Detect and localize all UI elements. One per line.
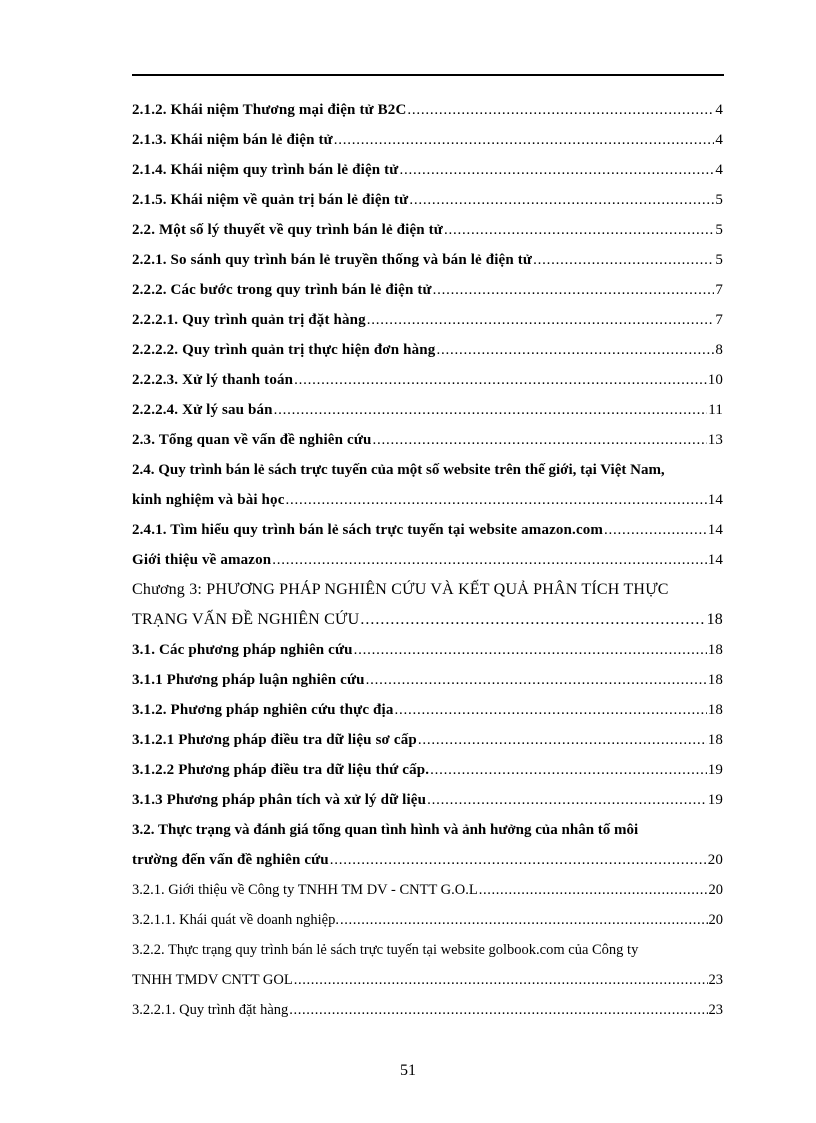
toc-entry-page: 11 <box>708 402 723 418</box>
dot-leader <box>286 490 707 510</box>
toc-entry-page: 4 <box>715 132 723 148</box>
toc-entry-title: 2.2.2.2. Quy trình quản trị thực hiện đơn hàng <box>132 342 436 358</box>
toc-entry-title: 3.1.2.1 Phương pháp điều tra dữ liệu sơ cấp <box>132 732 417 748</box>
toc-entry[interactable] <box>132 430 723 460</box>
toc-entry-page: 18 <box>707 702 723 718</box>
toc-entry-title: 2.2.2.3. Xử lý thanh toán <box>132 372 294 388</box>
toc-entry-page: 4 <box>715 162 723 178</box>
toc-entry-page: 7 <box>715 312 723 328</box>
toc-entry-title: TNHH TMDV CNTT GOL <box>132 972 293 988</box>
toc-entry-page: 19 <box>707 792 723 808</box>
toc-entry-title: 2.1.5. Khái niệm về quản trị bán lẻ điện tử <box>132 192 409 208</box>
dot-leader <box>367 310 715 330</box>
dot-leader <box>340 910 708 930</box>
dot-leader <box>430 760 707 780</box>
toc-entry[interactable] <box>132 910 723 940</box>
toc-entry[interactable] <box>132 520 723 550</box>
toc-entry-page: 5 <box>715 252 723 268</box>
dot-leader <box>533 250 714 270</box>
toc-entry-title: 2.3. Tổng quan về vấn đề nghiên cứu <box>132 432 372 448</box>
toc-entry-page: 14 <box>707 552 723 568</box>
toc-entry-title: 2.2.2.1. Quy trình quản trị đặt hàng <box>132 312 366 328</box>
toc-entry[interactable] <box>132 1000 723 1030</box>
dot-leader <box>274 400 708 420</box>
toc-entry-page: 20 <box>708 912 723 928</box>
toc-entry[interactable] <box>132 100 723 130</box>
toc-entry-title: 3.1.2. Phương pháp nghiên cứu thực địa <box>132 702 394 718</box>
toc-entry-page: 10 <box>707 372 723 388</box>
dot-leader <box>444 220 714 240</box>
toc-entry-title: 3.1.1 Phương pháp luận nghiên cứu <box>132 672 365 688</box>
toc-entry-first-line: 2.4. Quy trình bán lẻ sách trực tuyến của một số website trên thế giới, tại Việt Nam, <box>132 462 665 478</box>
dot-leader <box>354 640 707 660</box>
toc-entry-title: 2.1.3. Khái niệm bán lẻ điện tử <box>132 132 333 148</box>
dot-leader <box>479 880 708 900</box>
toc-entry[interactable] <box>132 880 723 910</box>
toc-entry-title: 2.1.2. Khái niệm Thương mại điện tử B2C <box>132 102 407 118</box>
toc-entry-title: 2.4.1. Tìm hiểu quy trình bán lẻ sách trực tuyến tại website amazon.com <box>132 522 604 538</box>
toc-entry-page: 18 <box>707 732 723 748</box>
dot-leader <box>409 190 714 210</box>
toc-entry-page: 18 <box>707 642 723 658</box>
dot-leader <box>330 850 707 870</box>
toc-entry[interactable] <box>132 790 723 820</box>
toc-entry-page: 20 <box>707 852 723 868</box>
toc-entry-page: 4 <box>715 102 723 118</box>
toc-entry-page: 19 <box>707 762 723 778</box>
toc-entry-title: kinh nghiệm và bài học <box>132 492 285 508</box>
toc-entry[interactable] <box>132 370 723 400</box>
dot-leader <box>272 550 706 570</box>
toc-entry[interactable] <box>132 850 723 880</box>
toc-entry[interactable] <box>132 130 723 160</box>
toc-entry-title: 2.2.2.4. Xử lý sau bán <box>132 402 273 418</box>
toc-entry-page: 23 <box>708 972 723 988</box>
dot-leader <box>433 280 715 300</box>
dot-leader <box>334 130 715 150</box>
toc-entry-first-line: 3.2. Thực trạng và đánh giá tổng quan tình hình và ảnh hưởng của nhân tố môi <box>132 822 639 838</box>
toc-entry[interactable] <box>132 160 723 190</box>
toc-entry-page: 20 <box>708 882 723 898</box>
toc-entry[interactable] <box>132 970 723 1000</box>
toc-entry-page: 5 <box>715 222 723 238</box>
dot-leader <box>399 160 714 180</box>
toc-entry-title: 3.2.1.1. Khái quát về doanh nghiệp. <box>132 912 339 928</box>
toc-entry-title: 3.2.2.1. Quy trình đặt hàng <box>132 1002 289 1018</box>
toc-entry[interactable] <box>132 250 723 280</box>
toc-entry-title: 2.2.2. Các bước trong quy trình bán lẻ điện tử <box>132 282 432 298</box>
toc-entry-title: Giới thiệu về amazon <box>132 552 272 568</box>
toc-entry[interactable] <box>132 220 723 250</box>
dot-leader <box>427 790 707 810</box>
chapter-heading-first-line: Chương 3: PHƯƠNG PHÁP NGHIÊN CỨU VÀ KẾT QUẢ PHÂN TÍCH THỰC <box>132 581 669 598</box>
page-number: 51 <box>400 1062 416 1079</box>
toc-entry-page: 13 <box>707 432 723 448</box>
toc-entry[interactable] <box>132 730 723 760</box>
toc-entry[interactable] <box>132 550 723 580</box>
toc-entry[interactable] <box>132 340 723 370</box>
toc-entry-page: 18 <box>706 611 723 628</box>
toc-entry-page: 14 <box>707 522 723 538</box>
toc-entry-title: 3.1. Các phương pháp nghiên cứu <box>132 642 353 658</box>
toc-entry-page: 14 <box>707 492 723 508</box>
toc-entry-title: 3.1.2.2 Phương pháp điều tra dữ liệu thứ cấp. <box>132 762 430 778</box>
toc-entry-title: 3.2.1. Giới thiệu về Công ty TNHH TM DV - CNTT G.O.L <box>132 882 478 898</box>
toc-entry[interactable] <box>132 700 723 730</box>
toc-entry[interactable] <box>132 670 723 700</box>
dot-leader <box>407 100 714 120</box>
toc-entry-page: 7 <box>715 282 723 298</box>
table-of-contents <box>132 100 723 1030</box>
toc-entry-title: trường đến vấn đề nghiên cứu <box>132 852 329 868</box>
toc-entry-title: 2.1.4. Khái niệm quy trình bán lẻ điện tử <box>132 162 399 178</box>
toc-entry-page: 18 <box>707 672 723 688</box>
toc-entry[interactable] <box>132 310 723 340</box>
toc-entry-title: 2.2.1. So sánh quy trình bán lẻ truyền thống và bán lẻ điện tử <box>132 252 533 268</box>
toc-entry[interactable] <box>132 190 723 220</box>
toc-entry-title: 2.2. Một số lý thuyết về quy trình bán lẻ điện tử <box>132 222 443 238</box>
dot-leader <box>436 340 714 360</box>
dot-leader <box>360 610 705 630</box>
toc-entry-page: 8 <box>715 342 723 358</box>
toc-entry-title: 3.1.3 Phương pháp phân tích và xử lý dữ liệu <box>132 792 427 808</box>
toc-entry[interactable] <box>132 400 723 430</box>
dot-leader <box>372 430 706 450</box>
dot-leader <box>395 700 707 720</box>
toc-entry[interactable] <box>132 610 723 640</box>
dot-leader <box>289 1000 707 1020</box>
dot-leader <box>366 670 707 690</box>
dot-leader <box>294 370 707 390</box>
toc-entry-page: 23 <box>708 1002 723 1018</box>
toc-entry[interactable] <box>132 490 723 520</box>
toc-entry-title: TRẠNG VẤN ĐỀ NGHIÊN CỨU <box>132 611 360 628</box>
toc-entry[interactable] <box>132 280 723 310</box>
dot-leader <box>294 970 708 990</box>
toc-entry-page: 5 <box>715 192 723 208</box>
toc-entry-first-line: 3.2.2. Thực trạng quy trình bán lẻ sách trực tuyến tại website golbook.com của Công ty <box>132 942 639 958</box>
dot-leader <box>418 730 707 750</box>
toc-entry[interactable] <box>132 760 723 790</box>
dot-leader <box>604 520 707 540</box>
toc-entry[interactable] <box>132 640 723 670</box>
header-rule <box>132 74 724 76</box>
